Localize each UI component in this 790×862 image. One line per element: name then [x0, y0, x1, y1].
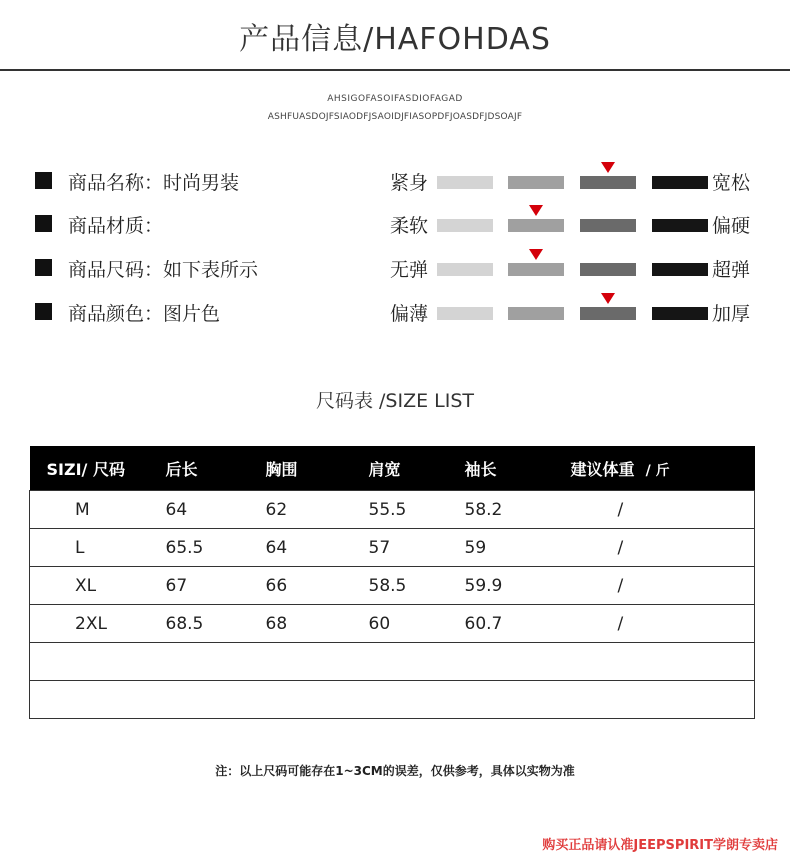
table-cell: 62: [266, 491, 369, 529]
table-cell: 67: [166, 567, 266, 605]
table-cell: /: [571, 567, 755, 605]
table-cell: 55.5: [369, 491, 465, 529]
scale-marker-icon: [601, 162, 615, 173]
bullet-square-icon: [35, 172, 52, 189]
scale-bar-1: [437, 176, 493, 189]
table-cell: 64: [166, 491, 266, 529]
scale-bar-3: [580, 176, 636, 189]
scale-bar-4: [652, 263, 708, 276]
table-row: [30, 491, 755, 529]
table-cell: 68: [266, 605, 369, 643]
table-cell: [166, 681, 266, 719]
scale-bar-2: [508, 307, 564, 320]
table-cell: 2XL: [30, 605, 166, 643]
table-cell: [571, 681, 755, 719]
table-row: [30, 605, 755, 643]
header-chest: 胸围: [266, 446, 369, 491]
table-cell: 58.2: [465, 491, 571, 529]
scale-left-label: 柔软: [390, 215, 429, 237]
size-table-header: [30, 446, 755, 491]
table-cell: [571, 643, 755, 681]
header-weight-unit: / 斤: [645, 462, 670, 479]
scale-bar-4: [652, 176, 708, 189]
table-row: [30, 567, 755, 605]
table-cell: M: [30, 491, 166, 529]
header-weight-label: 建议体重: [570, 459, 635, 479]
size-table: [29, 446, 755, 719]
attribute-row-material: [0, 208, 790, 238]
attribute-row-name: [0, 165, 790, 195]
scale-right-label: 加厚: [712, 303, 751, 325]
store-watermark: 购买正品请认准JEEPSPIRIT学朗专卖店: [542, 838, 778, 853]
table-cell: [166, 643, 266, 681]
scale-bar-4: [652, 307, 708, 320]
scale-right-label: 偏硬: [712, 215, 751, 237]
table-cell: [369, 681, 465, 719]
attribute-label: 商品颜色：图片色: [68, 303, 221, 325]
scale-left-label: 无弹: [390, 259, 429, 281]
attribute-label: 商品尺码：如下表所示: [68, 259, 259, 281]
table-cell: 58.5: [369, 567, 465, 605]
table-cell: /: [571, 605, 755, 643]
table-row: [30, 529, 755, 567]
scale-bar-3: [580, 219, 636, 232]
table-cell: 68.5: [166, 605, 266, 643]
scale-marker-icon: [529, 249, 543, 260]
table-cell: /: [571, 491, 755, 529]
table-row-empty: [30, 643, 755, 681]
table-cell: 57: [369, 529, 465, 567]
table-cell: [30, 681, 166, 719]
table-cell: /: [571, 529, 755, 567]
decorative-subtitle-2: ASHFUASDOJFSIAODFJSAOIDJFIASOPDFJOASDFJDSOAJF: [267, 112, 523, 122]
scale-right-label: 宽松: [712, 172, 751, 194]
table-cell: [266, 643, 369, 681]
table-cell: [30, 643, 166, 681]
scale-left-label: 偏薄: [390, 303, 429, 325]
scale-bar-1: [437, 263, 493, 276]
scale-bar-2: [508, 263, 564, 276]
table-cell: XL: [30, 567, 166, 605]
bullet-square-icon: [35, 259, 52, 276]
table-cell: 60: [369, 605, 465, 643]
scale-left-label: 紧身: [390, 172, 429, 194]
table-cell: [465, 643, 571, 681]
scale-marker-icon: [601, 293, 615, 304]
table-cell: 65.5: [166, 529, 266, 567]
table-cell: 66: [266, 567, 369, 605]
table-cell: 64: [266, 529, 369, 567]
attribute-row-color: [0, 296, 790, 326]
scale-marker-icon: [529, 205, 543, 216]
scale-right-label: 超弹: [712, 259, 751, 281]
table-cell: 59: [465, 529, 571, 567]
header-back-length: 后长: [166, 446, 266, 491]
size-list-title: 尺码表 /SIZE LIST: [315, 390, 475, 412]
table-cell: [369, 643, 465, 681]
table-cell: [465, 681, 571, 719]
scale-bar-3: [580, 263, 636, 276]
table-cell: 60.7: [465, 605, 571, 643]
header-shoulder: 肩宽: [369, 446, 465, 491]
scale-bar-1: [437, 307, 493, 320]
table-row-empty: [30, 681, 755, 719]
decorative-subtitle-1: AHSIGOFASOIFASDIOFAGAD: [327, 94, 463, 104]
header-weight: [571, 446, 755, 491]
attribute-label: 商品名称：时尚男装: [68, 172, 240, 194]
bullet-square-icon: [35, 215, 52, 232]
header-size: SIZI/ 尺码: [30, 446, 166, 491]
scale-bar-3: [580, 307, 636, 320]
table-cell: [266, 681, 369, 719]
size-note: 注：以上尺码可能存在1~3CM的误差，仅供参考，具体以实物为准: [215, 764, 575, 778]
scale-bar-1: [437, 219, 493, 232]
attribute-row-size: [0, 252, 790, 282]
table-cell: L: [30, 529, 166, 567]
scale-bar-4: [652, 219, 708, 232]
header-sleeve: 袖长: [465, 446, 571, 491]
title-divider: [0, 69, 790, 71]
attribute-label: 商品材质：: [68, 215, 164, 237]
scale-bar-2: [508, 219, 564, 232]
table-cell: 59.9: [465, 567, 571, 605]
page-title: 产品信息/HAFOHDAS: [239, 22, 551, 57]
bullet-square-icon: [35, 303, 52, 320]
scale-bar-2: [508, 176, 564, 189]
